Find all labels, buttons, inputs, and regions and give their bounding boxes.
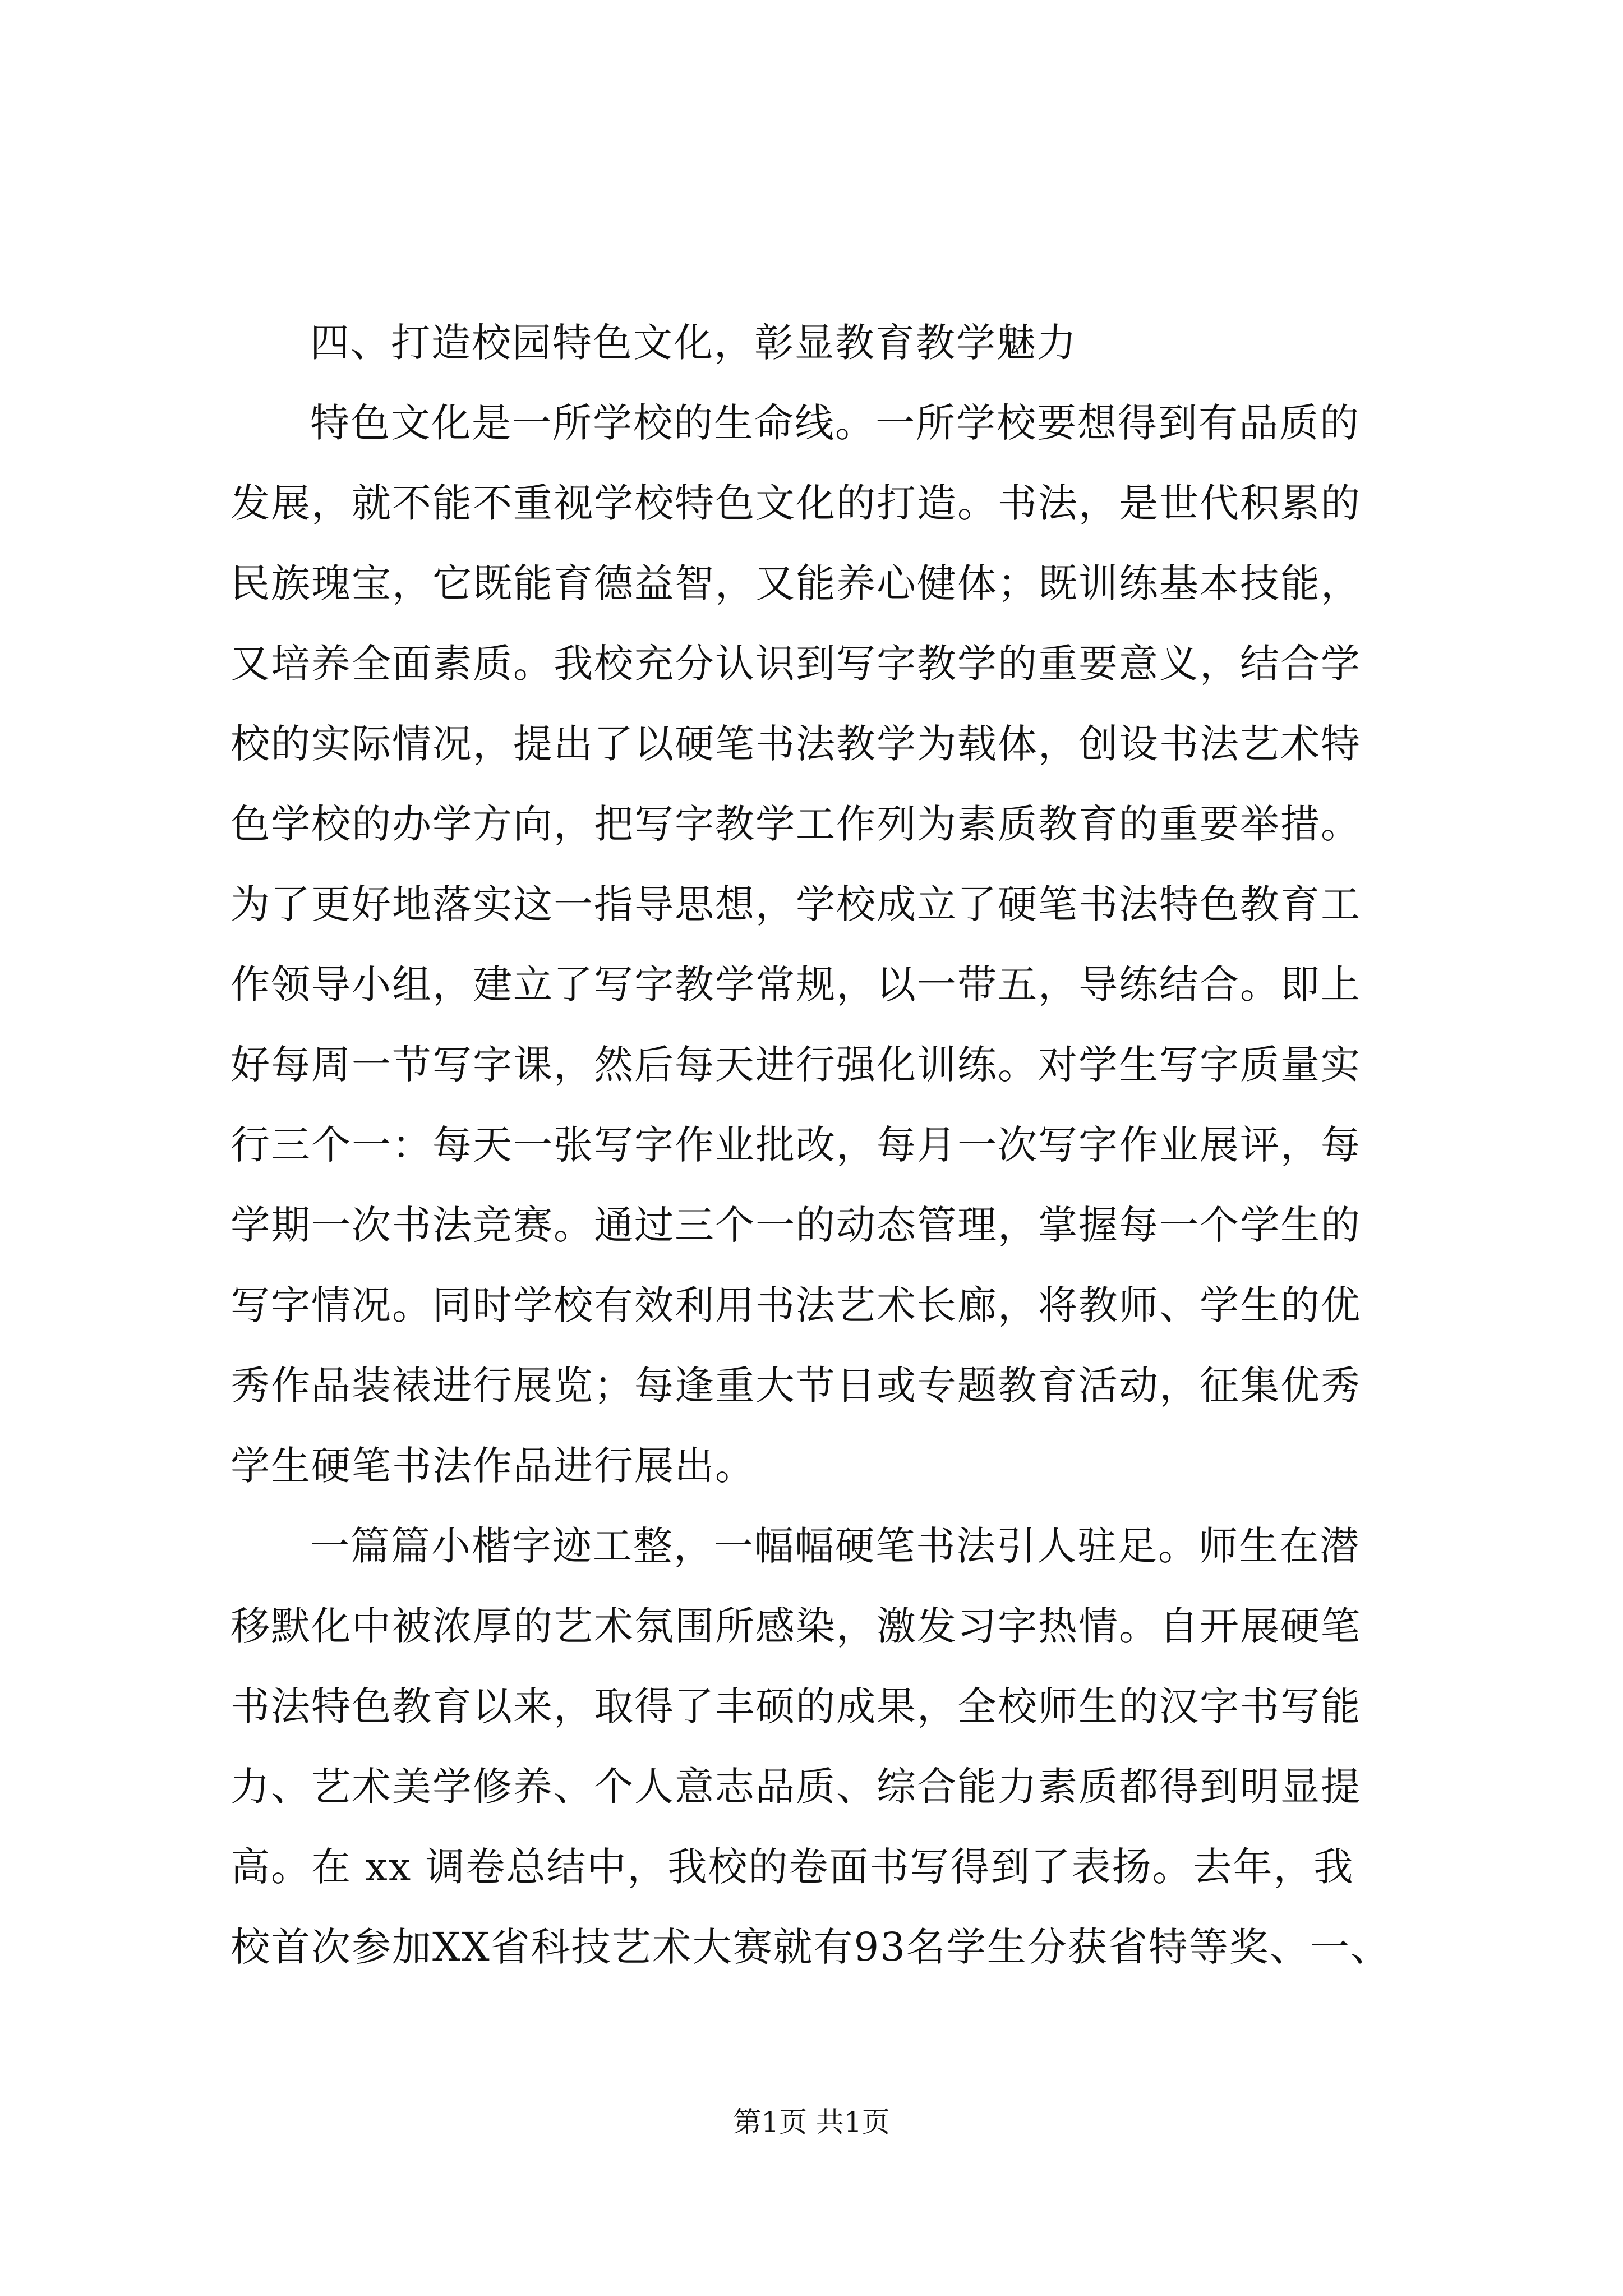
paragraph-line: 行三个一：每天一张写字作业批改，每月一次写字作业展评，每 (230, 1122, 1361, 1168)
paragraph-line: 秀作品装裱进行展览；每逢重大节日或专题教育活动，征集优秀 (230, 1363, 1361, 1409)
paragraph-line: 写字情况。同时学校有效利用书法艺术长廊，将教师、学生的优 (230, 1282, 1361, 1328)
paragraph-line: 又培养全面素质。我校充分认识到写字教学的重要意义，结合学 (230, 641, 1361, 687)
paragraph-line: 色学校的办学方向，把写字教学工作列为素质教育的重要举措。 (230, 801, 1361, 847)
paragraph-line: 移默化中被浓厚的艺术氛围所感染，激发习字热情。自开展硬笔 (230, 1603, 1361, 1649)
paragraph-line: 作领导小组，建立了写字教学常规，以一带五，导练结合。即上 (230, 961, 1361, 1007)
paragraph-line: 学生硬笔书法作品进行展出。 (230, 1443, 755, 1489)
paragraph-line: 力、艺术美学修养、个人意志品质、综合能力素质都得到明显提 (230, 1764, 1361, 1810)
paragraph-line: 高。在 xx 调卷总结中，我校的卷面书写得到了表扬。去年，我 (230, 1844, 1354, 1890)
paragraph-line: 校的实际情况，提出了以硬笔书法教学为载体，创设书法艺术特 (230, 721, 1361, 767)
paragraph-line: 发展，就不能不重视学校特色文化的打造。书法，是世代积累的 (230, 480, 1361, 526)
paragraph-line: 书法特色教育以来，取得了丰硕的成果，全校师生的汉字书写能 (230, 1683, 1361, 1729)
page-number-footer: 第1页 共1页 (733, 2106, 890, 2138)
paragraph-line: 好每周一节写字课，然后每天进行强化训练。对学生写字质量实 (230, 1042, 1361, 1088)
document-body (230, 303, 1409, 1987)
paragraph-line: 民族瑰宝，它既能育德益智，又能养心健体；既训练基本技能， (230, 560, 1361, 606)
section-heading: 四、打造校园特色文化，彰显教育教学魅力 (310, 320, 1077, 366)
paragraph-line: 一篇篇小楷字迹工整，一幅幅硬笔书法引人驻足。师生在潜 (310, 1523, 1360, 1569)
paragraph-line: 为了更好地落实这一指导思想，学校成立了硬笔书法特色教育工 (230, 881, 1361, 927)
paragraph-line: 特色文化是一所学校的生命线。一所学校要想得到有品质的 (310, 400, 1360, 446)
paragraph-line: 学期一次书法竞赛。通过三个一的动态管理，掌握每一个学生的 (230, 1202, 1361, 1248)
paragraph-line: 校首次参加XX省科技艺术大赛就有93名学生分获省特等奖、一、 (230, 1924, 1391, 1970)
